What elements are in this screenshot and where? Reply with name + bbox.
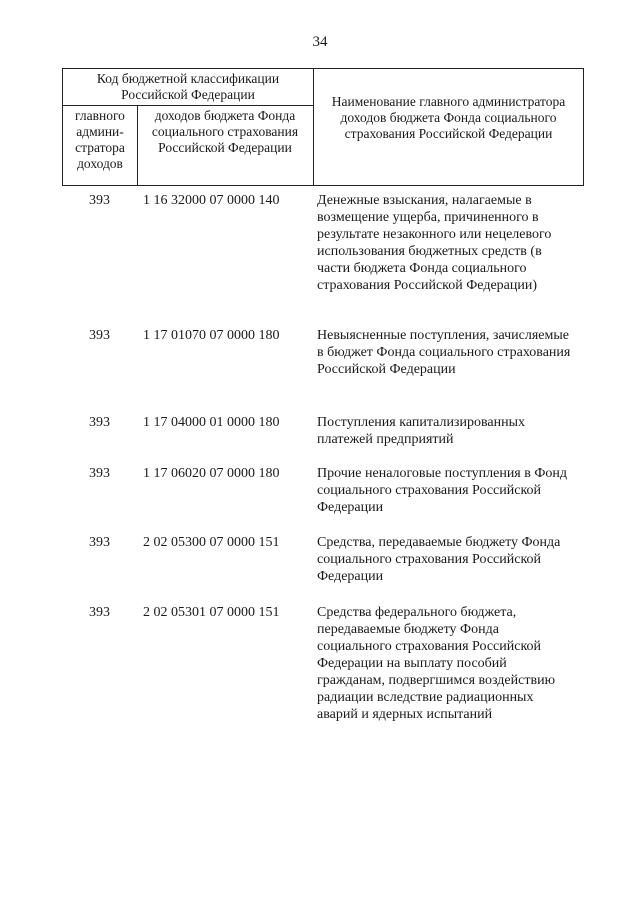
income-name-cell: Невыясненные поступления, зачисляемые в бюджет Фонда социального страхования Российской Федерации xyxy=(317,328,571,377)
income-code-cell: 1 17 04000 01 0000 180 xyxy=(143,415,280,430)
table-header xyxy=(62,68,584,186)
income-name-cell: Средства федерального бюджета, передаваемые бюджету Фонда социального страхования Российской Федерации на выплату пособий гражданам, подвергшимся воздействию радиации вследствие радиационных аварий и ядерных испытаний xyxy=(317,605,556,722)
income-code-cell: 2 02 05301 07 0000 151 xyxy=(143,605,280,620)
header-income-column: доходов бюджета Фонда социального страхования Российской Федерации xyxy=(137,105,314,186)
income-name-cell: Поступления капитализированных платежей предприятий xyxy=(317,415,525,447)
header-code-group: Код бюджетной классификации Российской Федерации xyxy=(63,69,314,106)
income-code-cell: 1 16 32000 07 0000 140 xyxy=(143,193,280,208)
admin-code-cell: 393 xyxy=(89,415,110,430)
page-number: 34 xyxy=(312,34,328,50)
income-code-cell: 2 02 05300 07 0000 151 xyxy=(143,535,280,550)
admin-code-cell: 393 xyxy=(89,466,110,481)
income-code-cell: 1 17 01070 07 0000 180 xyxy=(143,328,280,343)
header-name-column: Наименование главного администратора доходов бюджета Фонда социального страхования Российской Федерации xyxy=(331,94,566,141)
header-admin-column: главного админи-стратора доходов xyxy=(63,105,138,186)
income-name-cell: Прочие неналоговые поступления в Фонд социального страхования Российской Федерации xyxy=(317,466,568,515)
income-name-cell: Денежные взыскания, налагаемые в возмещение ущерба, причиненного в результате незаконного или нецелевого использования бюджетных средств (в части бюджета Фонда социального страхования Российской Федерации) xyxy=(317,193,552,293)
admin-code-cell: 393 xyxy=(89,193,110,208)
income-name-cell: Средства, передаваемые бюджету Фонда социального страхования Российской Федерации xyxy=(317,535,561,584)
admin-code-cell: 393 xyxy=(89,535,110,550)
admin-code-cell: 393 xyxy=(89,328,110,343)
income-code-cell: 1 17 06020 07 0000 180 xyxy=(143,466,280,481)
admin-code-cell: 393 xyxy=(89,605,110,620)
